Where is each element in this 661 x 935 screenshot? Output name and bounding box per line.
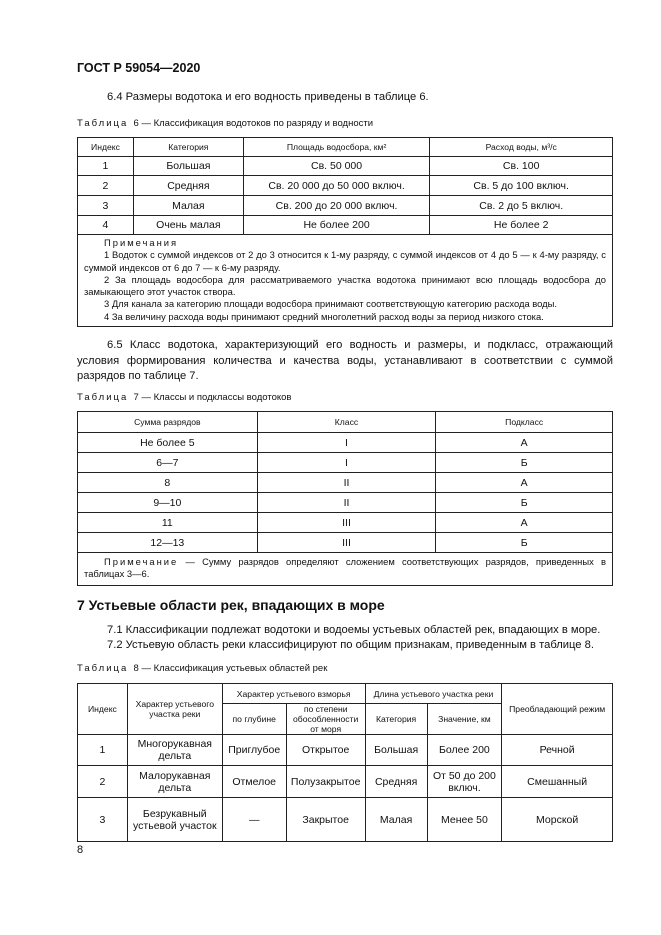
table-cell: Менее 50 <box>427 798 502 842</box>
table6-caption-label: Таблица <box>77 118 129 129</box>
table8-caption-label: Таблица <box>77 663 129 674</box>
table-cell: Не более 2 <box>430 216 613 235</box>
table-cell: Морской <box>502 798 613 842</box>
table-cell: Полузакрытое <box>286 766 365 798</box>
table-row <box>78 433 613 453</box>
table-cell: 9—10 <box>78 493 258 513</box>
table-cell: Многорукавная дельта <box>127 735 222 766</box>
table8-header-cell: Характер устьевого участка реки <box>127 684 222 735</box>
table8-header-cell: по степени обособленности от моря <box>286 704 365 735</box>
table-cell: 4 <box>78 216 134 235</box>
table7-header-cell: Сумма разрядов <box>78 412 258 433</box>
table7-header-cell: Подкласс <box>436 412 613 433</box>
table-cell: Св. 200 до 20 000 включ. <box>243 196 430 216</box>
table6-notes <box>78 235 613 327</box>
table-cell: II <box>257 493 436 513</box>
table-cell: 11 <box>78 513 258 533</box>
table7-note-label: Примечание <box>104 556 179 567</box>
table-cell: Св. 50 000 <box>243 157 430 176</box>
table-row <box>78 453 613 473</box>
table-cell: Б <box>436 453 613 473</box>
table8-header-cell: Индекс <box>78 684 128 735</box>
table-cell: Безрукавный устьевой участок <box>127 798 222 842</box>
table-cell: Средняя <box>133 176 243 196</box>
table6-header-cell: Площадь водосбора, км² <box>243 138 430 157</box>
table-cell: III <box>257 513 436 533</box>
table-6 <box>77 137 613 327</box>
table-cell: 12—13 <box>78 533 258 553</box>
table-cell: От 50 до 200 включ. <box>427 766 502 798</box>
table8-header-cell: Характер устьевого взморья <box>222 684 365 704</box>
table8-header-cell: Значение, км <box>427 704 502 735</box>
table7-caption-text: 7 — Классы и подклассы водотоков <box>133 392 292 403</box>
table6-caption <box>77 118 373 129</box>
table6-header-row <box>78 138 613 157</box>
table7-header-row <box>78 412 613 433</box>
table6-note: 3 Для канала за категорию площади водосбора принимают соответствующую категорию расхода воды. <box>104 298 557 310</box>
table-cell: Закрытое <box>286 798 365 842</box>
table-cell: — <box>222 798 286 842</box>
table-row <box>78 196 613 216</box>
table-row <box>78 493 613 513</box>
document-header: ГОСТ Р 59054—2020 <box>77 61 201 75</box>
table7-note-text: — Сумму разрядов определяют сложением соответствующих разрядов, приведенных в таблицах 3—6. <box>84 556 606 580</box>
table-cell: А <box>436 433 613 453</box>
table-cell: II <box>257 473 436 493</box>
table6-header-cell: Индекс <box>78 138 134 157</box>
table-cell: I <box>257 433 436 453</box>
table-7 <box>77 411 613 586</box>
paragraph-7-2: 7.2 Устьевую область реки классифицируют по общим признакам, приведенным в таблице 8. <box>107 639 594 651</box>
table-cell: Не более 200 <box>243 216 430 235</box>
table6-caption-text: 6 — Классификация водотоков по разряду и водности <box>133 118 374 129</box>
table-cell: Б <box>436 493 613 513</box>
table-cell: 1 <box>78 735 128 766</box>
table6-notes-row <box>78 235 613 327</box>
table-row <box>78 513 613 533</box>
table-cell: Большая <box>365 735 427 766</box>
table-cell: Смешанный <box>502 766 613 798</box>
table7-note <box>78 553 613 586</box>
table-row <box>78 766 613 798</box>
table-cell: А <box>436 513 613 533</box>
table-cell: Св. 20 000 до 50 000 включ. <box>243 176 430 196</box>
table-row <box>78 798 613 842</box>
table-cell: Средняя <box>365 766 427 798</box>
table6-note: 4 За величину расхода воды принимают средний многолетний расход воды за период низкого стока. <box>104 310 544 322</box>
table-cell: Большая <box>133 157 243 176</box>
table-row <box>78 533 613 553</box>
table8-header-cell: Преобладающий режим <box>502 684 613 735</box>
table-cell: 2 <box>78 766 128 798</box>
table7-note-row <box>78 553 613 586</box>
table-cell: Б <box>436 533 613 553</box>
table-cell: 3 <box>78 196 134 216</box>
table7-caption <box>77 392 291 403</box>
table6-notes-title: Примечания <box>104 237 179 248</box>
table8-header-cell: Длина устьевого участка реки <box>365 684 502 704</box>
table-cell: 2 <box>78 176 134 196</box>
table-cell: Более 200 <box>427 735 502 766</box>
table-row <box>78 473 613 493</box>
table7-caption-label: Таблица <box>77 392 129 403</box>
table8-header-row <box>78 684 613 704</box>
section-7-title: 7 Устьевые области рек, впадающих в море <box>77 597 385 613</box>
table-cell: 8 <box>78 473 258 493</box>
table-cell: I <box>257 453 436 473</box>
table-row <box>78 216 613 235</box>
table-cell: Очень малая <box>133 216 243 235</box>
table-cell: 1 <box>78 157 134 176</box>
table6-note: 1 Водоток с суммой индексов от 2 до 3 относится к 1-му разряду, с суммой индексов от 4 до 5 — к 4-му разряду, с суммой индексов от 6 до 7 — к 6-му разряду. <box>84 249 606 273</box>
table-cell: А <box>436 473 613 493</box>
table-cell: Св. 2 до 5 включ. <box>430 196 613 216</box>
table-cell: Отмелое <box>222 766 286 798</box>
table-8 <box>77 683 613 842</box>
table-cell: Открытое <box>286 735 365 766</box>
table-row <box>78 735 613 766</box>
table-row <box>78 157 613 176</box>
table-cell: Малая <box>365 798 427 842</box>
table-cell: Св. 5 до 100 включ. <box>430 176 613 196</box>
table-cell: Приглубое <box>222 735 286 766</box>
table-cell: 3 <box>78 798 128 842</box>
table-cell: Малорукавная дельта <box>127 766 222 798</box>
table8-caption-text: 8 — Классификация устьевых областей рек <box>133 663 328 674</box>
paragraph-6-4: 6.4 Размеры водотока и его водность приведены в таблице 6. <box>107 91 429 103</box>
table7-header-cell: Класс <box>257 412 436 433</box>
table-cell: 6—7 <box>78 453 258 473</box>
table-cell: III <box>257 533 436 553</box>
table8-header-cell: Категория <box>365 704 427 735</box>
table-cell: Не более 5 <box>78 433 258 453</box>
table6-header-cell: Расход воды, м³/с <box>430 138 613 157</box>
table-cell: Св. 100 <box>430 157 613 176</box>
table6-header-cell: Категория <box>133 138 243 157</box>
paragraph-6-5: 6.5 Класс водотока, характеризующий его водность и размеры, и подкласс, отражающий условия формирования количества и качества воды, устанавливают в соответствии с суммой разрядов по таблице 7. <box>77 339 613 382</box>
table-cell: Речной <box>502 735 613 766</box>
table8-header-cell: по глубине <box>222 704 286 735</box>
table8-caption <box>77 663 327 674</box>
table-row <box>78 176 613 196</box>
paragraph-7-1: 7.1 Классификации подлежат водотоки и водоемы устьевых областей рек, впадающих в море. <box>107 624 601 636</box>
page-number: 8 <box>77 844 84 856</box>
table6-note: 2 За площадь водосбора для рассматриваемого участка водотока принимают всю площадь водосбора до замыкающего этот участок створа. <box>84 273 606 298</box>
table-cell: Малая <box>133 196 243 216</box>
